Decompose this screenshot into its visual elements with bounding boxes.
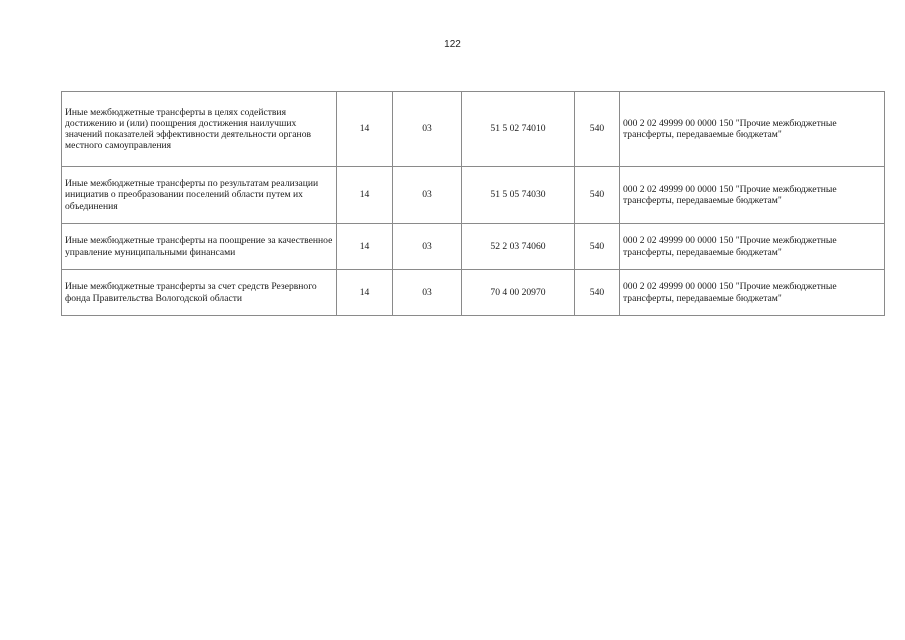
expense-type-cell: 540: [575, 92, 620, 167]
expense-type-cell: 540: [575, 224, 620, 270]
transfer-name-cell: Иные межбюджетные трансферты в целях содействия достижению и (или) поощрения достижения наилучших значений показателей эффективности деятельности органов местного самоуправления: [62, 92, 337, 167]
page-number: 122: [444, 39, 461, 50]
table-row: [62, 270, 885, 316]
target-article-cell: 52 2 03 74060: [462, 224, 575, 270]
income-code-cell: 000 2 02 49999 00 0000 150 "Прочие межбюджетные трансферты, передаваемые бюджетам": [620, 167, 885, 224]
section-cell: 14: [337, 270, 393, 316]
table-row: [62, 167, 885, 224]
target-article-cell: 70 4 00 20970: [462, 270, 575, 316]
subsection-cell: 03: [393, 167, 462, 224]
transfer-name-cell: Иные межбюджетные трансферты по результатам реализации инициатив о преобразовании поселений области путем их объединения: [62, 167, 337, 224]
section-cell: 14: [337, 92, 393, 167]
table-row: [62, 92, 885, 167]
expense-type-cell: 540: [575, 167, 620, 224]
budget-transfers-table: [61, 91, 885, 316]
transfer-name-cell: Иные межбюджетные трансферты за счет средств Резервного фонда Правительства Вологодской области: [62, 270, 337, 316]
section-cell: 14: [337, 167, 393, 224]
expense-type-cell: 540: [575, 270, 620, 316]
section-cell: 14: [337, 224, 393, 270]
income-code-cell: 000 2 02 49999 00 0000 150 "Прочие межбюджетные трансферты, передаваемые бюджетам": [620, 224, 885, 270]
target-article-cell: 51 5 05 74030: [462, 167, 575, 224]
subsection-cell: 03: [393, 92, 462, 167]
table-row: [62, 224, 885, 270]
income-code-cell: 000 2 02 49999 00 0000 150 "Прочие межбюджетные трансферты, передаваемые бюджетам": [620, 92, 885, 167]
subsection-cell: 03: [393, 224, 462, 270]
target-article-cell: 51 5 02 74010: [462, 92, 575, 167]
income-code-cell: 000 2 02 49999 00 0000 150 "Прочие межбюджетные трансферты, передаваемые бюджетам": [620, 270, 885, 316]
subsection-cell: 03: [393, 270, 462, 316]
transfer-name-cell: Иные межбюджетные трансферты на поощрение за качественное управление муниципальными финансами: [62, 224, 337, 270]
